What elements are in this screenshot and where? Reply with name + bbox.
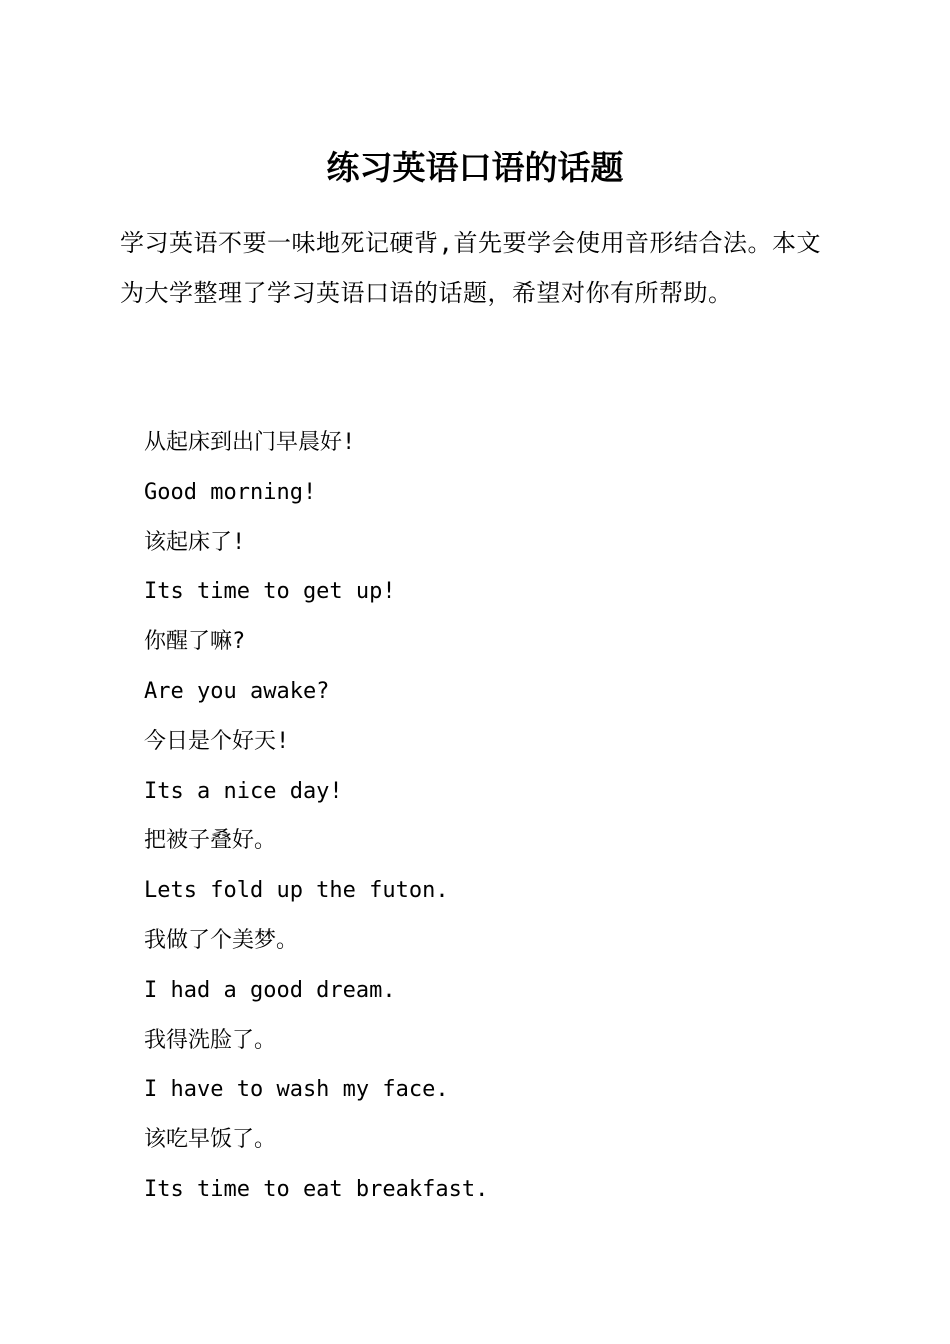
- phrase-line: 把被子叠好。: [144, 828, 277, 854]
- phrase-line: Its a nice day!: [144, 778, 343, 804]
- phrase-line: Good morning!: [144, 479, 317, 505]
- phrase-line: I had a good dream.: [144, 977, 396, 1003]
- phrase-line: 我做了个美梦。: [144, 927, 299, 953]
- phrase-line: 你醒了嘛?: [144, 629, 246, 655]
- phrase-list: [144, 418, 844, 1215]
- phrase-line: Its time to get up!: [144, 579, 396, 605]
- phrase-line: Are you awake?: [144, 678, 330, 704]
- phrase-line: I have to wash my face.: [144, 1077, 449, 1103]
- intro-paragraph: 学习英语不要一味地死记硬背,首先要学会使用音形结合法。本文为大学整理了学习英语口语的话题，希望对你有所帮助。: [120, 229, 821, 307]
- phrase-line: 该起床了!: [144, 529, 246, 555]
- phrase-line: Its time to eat breakfast.: [144, 1176, 489, 1202]
- phrase-line: 我得洗脸了。: [144, 1027, 277, 1053]
- phrase-line: 从起床到出门早晨好!: [144, 430, 356, 455]
- phrase-line: 该吃早饭了。: [144, 1127, 277, 1153]
- document-title: 练习英语口语的话题: [326, 148, 624, 187]
- phrase-line: 今日是个好天!: [144, 728, 290, 754]
- phrase-line: Lets fold up the futon.: [144, 878, 449, 904]
